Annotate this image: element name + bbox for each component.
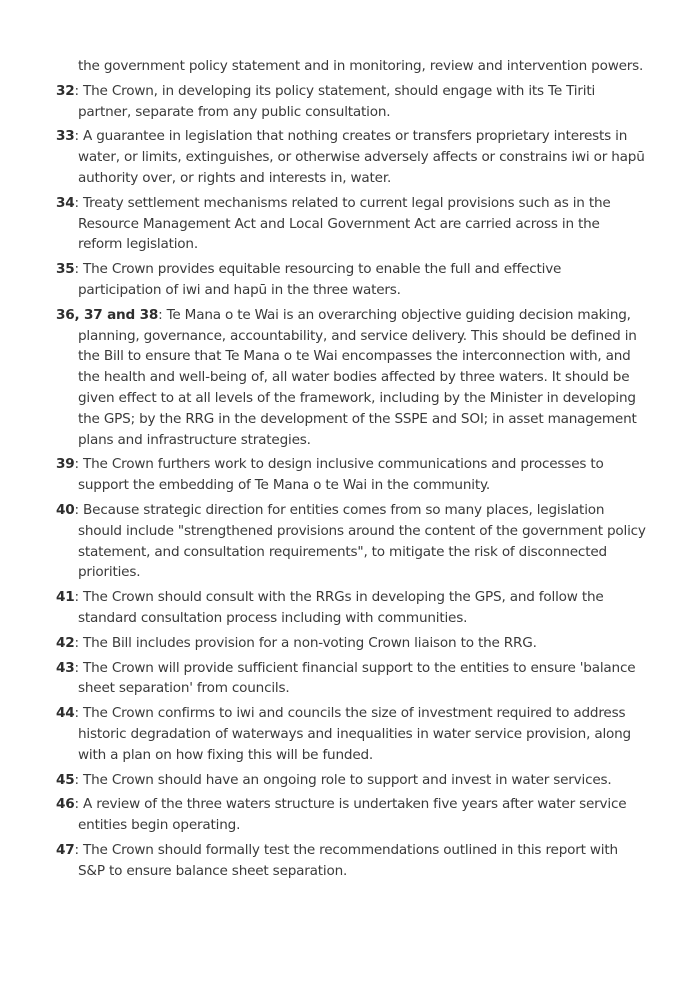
recommendation-item [56, 658, 646, 700]
recommendation-item [56, 81, 646, 123]
recommendation-number: 33 [56, 128, 75, 145]
recommendation-number: 35 [56, 261, 75, 278]
recommendation-item [56, 126, 646, 188]
recommendation-text: : The Crown confirms to iwi and councils the size of investment required to address historic degradation of waterways and inequalities in water service provision, along with a plan on how fixing this will be funded. [74, 705, 631, 763]
recommendation-text: : The Crown should have an ongoing role to support and invest in water services. [74, 771, 612, 788]
recommendation-number: 47 [56, 841, 75, 858]
recommendation-item [56, 633, 646, 654]
recommendation-item [56, 703, 646, 765]
continuation-paragraph: the government policy statement and in monitoring, review and intervention powers. [78, 58, 644, 74]
recommendation-text: : The Crown will provide sufficient financial support to the entities to ensure 'balance sheet separation' from councils. [74, 659, 636, 697]
recommendation-item [56, 193, 646, 255]
recommendation-text: : Te Mana o te Wai is an overarching objective guiding decision making, planning, governance, accountability, and service delivery. This should be defined in the Bill to ensure that Te Mana o te Wai encompasses the interconnection with, and the health and well-being of, all water bodies affected by three waters. It should be given effect to at all levels of the framework, including by the Minister in developing the GPS; by the RRG in the development of the SSPE and SOI; in asset management plans and infrastructure strategies. [78, 306, 637, 448]
recommendation-text: : A guarantee in legislation that nothing creates or transfers proprietary interests in water, or limits, extinguishes, or otherwise adversely affects or constrains iwi or hapū authority over, or rights and interests in, water. [74, 128, 645, 186]
recommendation-text: : The Crown furthers work to design inclusive communications and processes to support the embedding of Te Mana o te Wai in the community. [74, 456, 604, 494]
document-page [56, 56, 646, 885]
recommendation-item [56, 770, 646, 791]
recommendation-number: 32 [56, 82, 75, 99]
recommendation-item [56, 794, 646, 836]
recommendation-number: 43 [56, 659, 75, 676]
recommendation-text: : The Crown, in developing its policy statement, should engage with its Te Tiriti partner, separate from any public consultation. [74, 82, 596, 120]
recommendation-item [56, 454, 646, 496]
recommendation-number: 44 [56, 705, 75, 722]
recommendation-item [56, 587, 646, 629]
recommendation-text: : Treaty settlement mechanisms related to current legal provisions such as in the Resource Management Act and Local Government Act are carried across in the reform legislation. [74, 194, 611, 253]
recommendation-text: : The Crown should formally test the recommendations outlined in this report with S&P to ensure balance sheet separation. [74, 841, 618, 879]
recommendation-number: 45 [56, 771, 75, 788]
recommendation-item [56, 305, 646, 451]
recommendation-text: : The Crown provides equitable resourcing to enable the full and effective participation of iwi and hapū in the three waters. [74, 261, 562, 298]
recommendation-item [56, 500, 646, 583]
recommendation-number: 34 [56, 194, 75, 211]
recommendation-item [56, 840, 646, 882]
recommendation-number: 42 [56, 634, 75, 651]
recommendation-number: 46 [56, 796, 75, 813]
recommendation-number: 39 [56, 456, 75, 473]
recommendation-text: : The Bill includes provision for a non-voting Crown liaison to the RRG. [74, 634, 537, 651]
recommendation-text: : A review of the three waters structure is undertaken five years after water service entities begin operating. [74, 796, 627, 834]
recommendation-text: : Because strategic direction for entities comes from so many places, legislation should include "strengthened provisions around the content of the government policy statement, and consultation requirements", to mitigate the risk of disconnected priorities. [74, 501, 646, 581]
recommendation-number: 40 [56, 501, 75, 518]
recommendation-number: 36, 37 and 38 [56, 306, 159, 323]
recommendation-number: 41 [56, 589, 75, 606]
recommendation-text: : The Crown should consult with the RRGs in developing the GPS, and follow the standard consultation process including with communities. [74, 589, 604, 626]
recommendation-item [56, 259, 646, 301]
